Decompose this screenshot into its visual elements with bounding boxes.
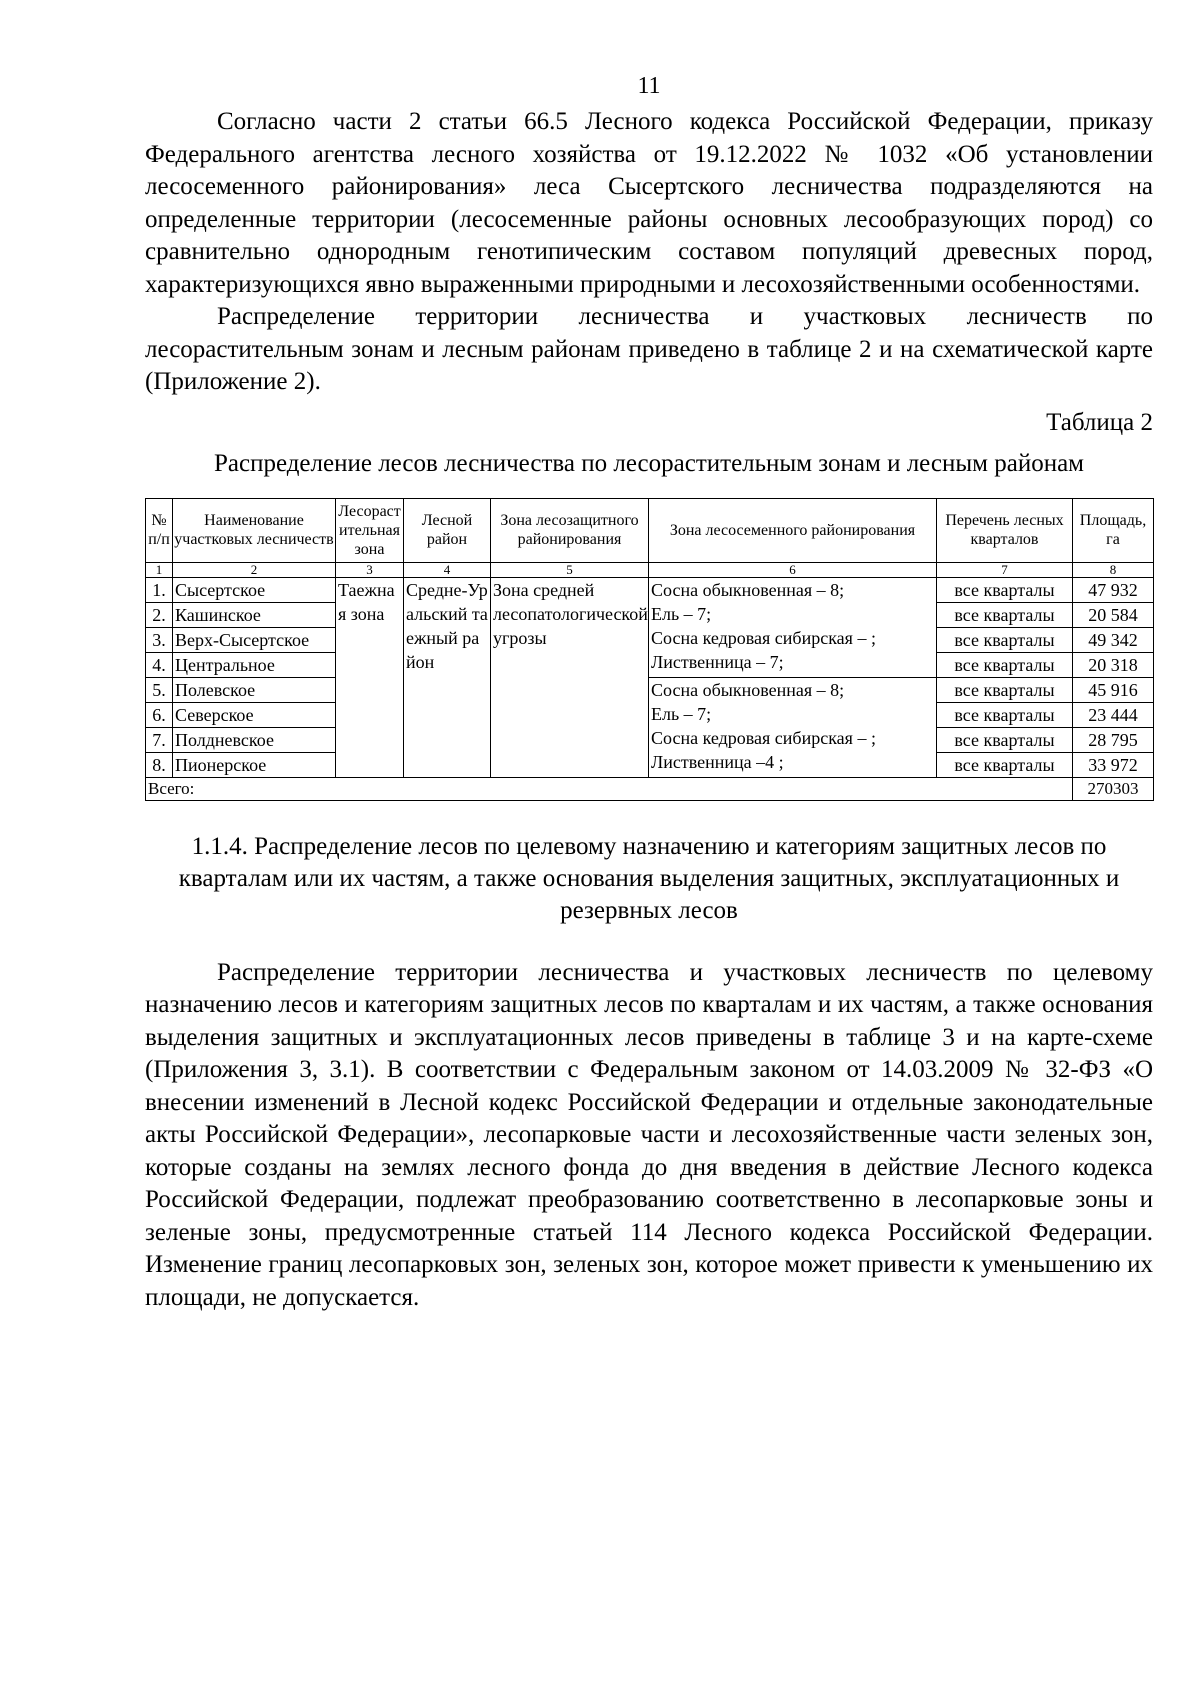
row-num: 3.: [146, 627, 173, 652]
header-area: Площадь, га: [1073, 498, 1154, 562]
seed-line: Лиственница – 7;: [651, 651, 784, 672]
document-page: [145, 70, 1153, 1314]
seed-line: Лиственница –4 ;: [651, 751, 784, 772]
table-row: [146, 677, 1154, 702]
forest-zone-cell: Таежная зона: [336, 577, 404, 777]
table-label: Таблица 2: [1046, 408, 1153, 436]
seed-line: Сосна кедровая сибирская – ;: [651, 627, 876, 648]
row-area: 23 444: [1073, 702, 1154, 727]
seed-line: Сосна обыкновенная – 8;: [651, 679, 845, 700]
row-num: 2.: [146, 602, 173, 627]
row-name: Кашинское: [173, 602, 336, 627]
row-quarters: все кварталы: [937, 677, 1073, 702]
row-num: 7.: [146, 727, 173, 752]
row-quarters: все кварталы: [937, 752, 1073, 777]
row-num: 1.: [146, 577, 173, 602]
col-index: 7: [937, 562, 1073, 577]
paragraph-distribution: Распределение территории лесничества и участковых лесничеств по лесорастительным зонам и лесным районам приведено в таблице 2 и на схематической карте (Приложение 2).: [145, 303, 1153, 395]
seed-line: Ель – 7;: [651, 603, 712, 624]
row-area: 45 916: [1073, 677, 1154, 702]
col-index: 5: [491, 562, 649, 577]
page-number: 11: [637, 73, 661, 99]
row-area: 47 932: [1073, 577, 1154, 602]
header-protect: Зона лесозащитного районирования: [491, 498, 649, 562]
row-num: 6.: [146, 702, 173, 727]
col-index: 1: [146, 562, 173, 577]
total-area: 270303: [1073, 777, 1154, 800]
seed-line: Сосна кедровая сибирская – ;: [651, 727, 876, 748]
table-header-row: [146, 498, 1154, 562]
col-index: 8: [1073, 562, 1154, 577]
seed-line: Ель – 7;: [651, 703, 712, 724]
row-num: 5.: [146, 677, 173, 702]
seed-zone-cell-2: [649, 677, 937, 777]
header-seed: Зона лесосеменного районирования: [649, 498, 937, 562]
col-index: 6: [649, 562, 937, 577]
paragraph-purpose: Распределение территории лесничества и участковых лесничеств по целевому назначению лесов и категориям защитных лесов по кварталам и их частям, а также основания выделения защитных и эксплуатационных лесов приведены в таблице 3 и на карте-схеме (Приложения 3, 3.1). В соответствии с Федеральным законом от 14.03.2009 № 32-ФЗ «О внесении изменений в Лесной кодекс Российской Федерации и отдельные законодательные акты Российской Федерации», лесопарковые части и лесохозяйственные части зеленых зон, которые созданы на землях лесного фонда до дня введения в действие Лесного кодекса Российской Федерации, подлежат преобразованию соответственно в лесопарковые зоны и зеленые зоны, предусмотренные статьей 114 Лесного кодекса Российской Федерации. Изменение границ лесопарковых зон, зеленых зон, которое может привести к уменьшению их площади, не допускается.: [145, 958, 1153, 1311]
seed-line: Сосна обыкновенная – 8;: [651, 579, 845, 600]
column-index-row: [146, 562, 1154, 577]
table-row: [146, 577, 1154, 602]
header-quarters: Перечень лесных кварталов: [937, 498, 1073, 562]
forest-distribution-table: [145, 498, 1154, 801]
col-index: 3: [336, 562, 404, 577]
header-region: Лесной район: [404, 498, 491, 562]
row-name: Полдневское: [173, 727, 336, 752]
row-name: Центральное: [173, 652, 336, 677]
row-name: Полевское: [173, 677, 336, 702]
section-title: 1.1.4. Распределение лесов по целевому назначению и категориям защитных лесов по кварталам или их частям, а также основания выделения защитных, эксплуатационных и резервных лесов: [178, 832, 1120, 924]
row-name: Верх-Сысертское: [173, 627, 336, 652]
row-quarters: все кварталы: [937, 702, 1073, 727]
row-area: 49 342: [1073, 627, 1154, 652]
row-quarters: все кварталы: [937, 652, 1073, 677]
header-num: № п/п: [146, 498, 173, 562]
paragraph-seed-zoning: Согласно части 2 статьи 66.5 Лесного кодекса Российской Федерации, приказу Федерального агентства лесного хозяйства от 19.12.2022 № 1032 «Об установлении лесосеменного районирования» леса Сысертского лесничества подразделяются на определенные территории (лесосеменные районы основных лесообразующих пород) со сравнительно однородным генотипическим составом популяций древесных пород, характеризующихся явно выраженными природными и лесохозяйственными особенностями.: [145, 108, 1153, 298]
row-area: 20 584: [1073, 602, 1154, 627]
row-area: 33 972: [1073, 752, 1154, 777]
row-area: 20 318: [1073, 652, 1154, 677]
table-caption: Распределение лесов лесничества по лесорастительным зонам и лесным районам: [213, 449, 1085, 477]
row-quarters: все кварталы: [937, 627, 1073, 652]
row-area: 28 795: [1073, 727, 1154, 752]
row-num: 8.: [146, 752, 173, 777]
row-name: Сысертское: [173, 577, 336, 602]
col-index: 4: [404, 562, 491, 577]
header-zone: Лесорастительная зона: [336, 498, 404, 562]
header-name: Наименование участковых лесничеств: [173, 498, 336, 562]
protection-zone-cell: Зона средней лесопатологической угрозы: [491, 577, 649, 777]
row-num: 4.: [146, 652, 173, 677]
forest-region-cell: Средне-Уральский таежный район: [404, 577, 491, 777]
seed-zone-cell-1: [649, 577, 937, 677]
row-quarters: все кварталы: [937, 727, 1073, 752]
table-total-row: [146, 777, 1154, 800]
row-name: Северское: [173, 702, 336, 727]
row-quarters: все кварталы: [937, 602, 1073, 627]
total-label: Всего:: [146, 777, 1073, 800]
row-quarters: все кварталы: [937, 577, 1073, 602]
row-name: Пионерское: [173, 752, 336, 777]
col-index: 2: [173, 562, 336, 577]
